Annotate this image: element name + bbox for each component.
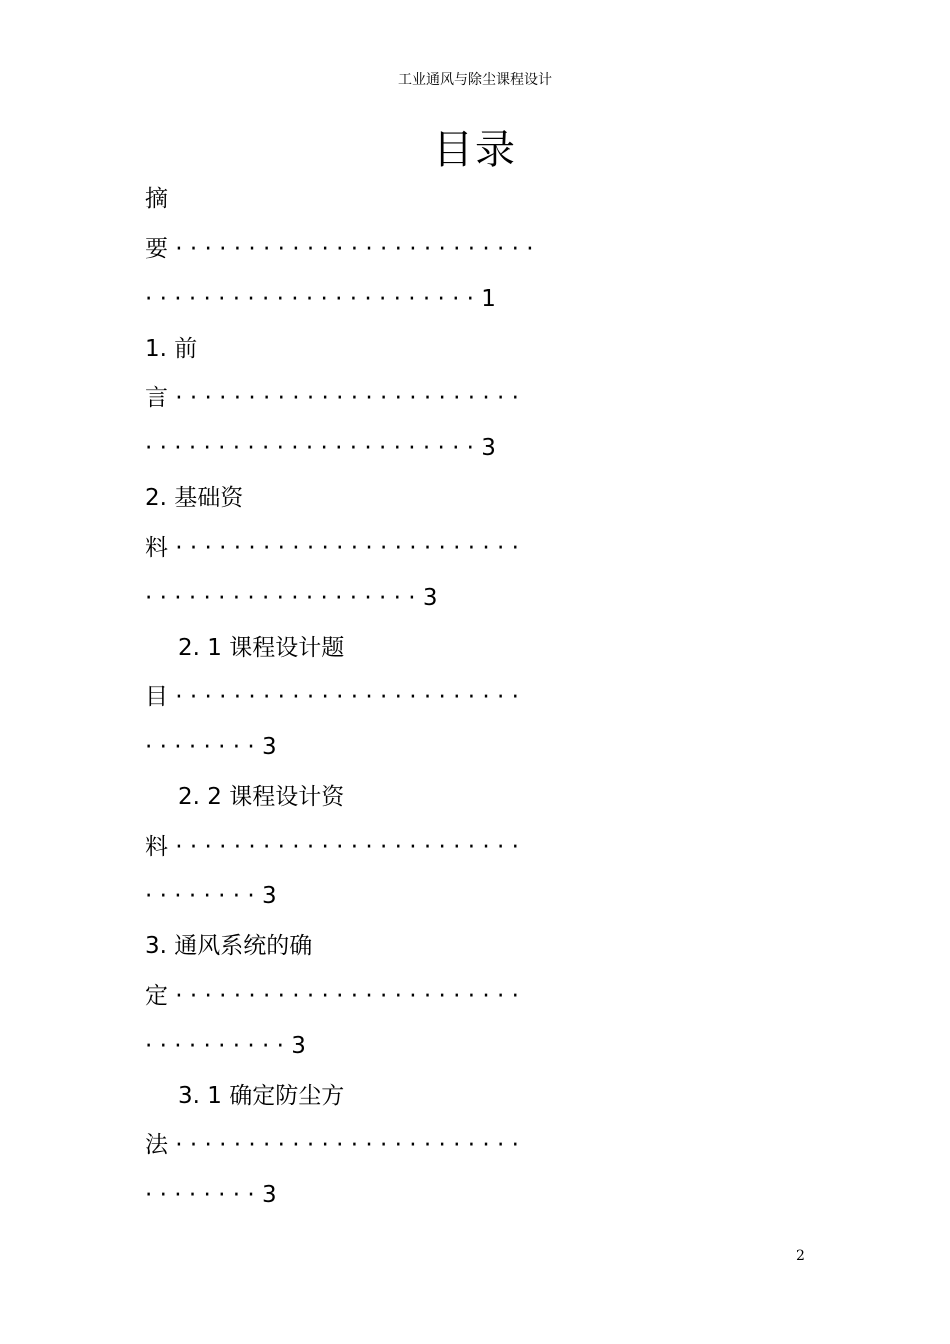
toc-line: 料 · · · · · · · · · · · · · · · · · · · · · · · · bbox=[145, 834, 519, 860]
toc-line: 3. 通风系统的确 bbox=[145, 933, 313, 959]
toc-line: · · · · · · · · · · · · · · · · · · · · · · · 3 bbox=[145, 435, 496, 461]
toc-line: 要 · · · · · · · · · · · · · · · · · · · · · · · · · bbox=[145, 236, 534, 262]
toc-line: · · · · · · · · 3 bbox=[145, 734, 277, 760]
toc-line: 料 · · · · · · · · · · · · · · · · · · · · · · · · bbox=[145, 535, 519, 561]
toc-line: 法 · · · · · · · · · · · · · · · · · · · · · · · · bbox=[145, 1132, 519, 1158]
toc-line: 摘 bbox=[145, 186, 168, 212]
page-number: 2 bbox=[796, 1248, 805, 1264]
toc-line: 目 · · · · · · · · · · · · · · · · · · · · · · · · bbox=[145, 684, 519, 710]
toc-line: · · · · · · · · 3 bbox=[145, 883, 277, 909]
toc-line: 2. 2 课程设计资 bbox=[178, 784, 345, 810]
toc-line: 2. 1 课程设计题 bbox=[178, 635, 345, 661]
toc-line: 3. 1 确定防尘方 bbox=[178, 1083, 345, 1109]
toc-line: · · · · · · · · · · · · · · · · · · · · · · · 1 bbox=[145, 286, 496, 312]
toc-line: 1. 前 bbox=[145, 336, 198, 362]
toc-line: 定 · · · · · · · · · · · · · · · · · · · · · · · · bbox=[145, 983, 519, 1009]
toc-line: · · · · · · · · 3 bbox=[145, 1182, 277, 1208]
running-header: 工业通风与除尘课程设计 bbox=[398, 72, 552, 88]
toc-line: 2. 基础资 bbox=[145, 485, 244, 511]
toc-line: 言 · · · · · · · · · · · · · · · · · · · · · · · · bbox=[145, 385, 519, 411]
toc-title: 目录 bbox=[433, 127, 517, 173]
toc-line: · · · · · · · · · · 3 bbox=[145, 1033, 306, 1059]
toc-line: · · · · · · · · · · · · · · · · · · · 3 bbox=[145, 585, 438, 611]
